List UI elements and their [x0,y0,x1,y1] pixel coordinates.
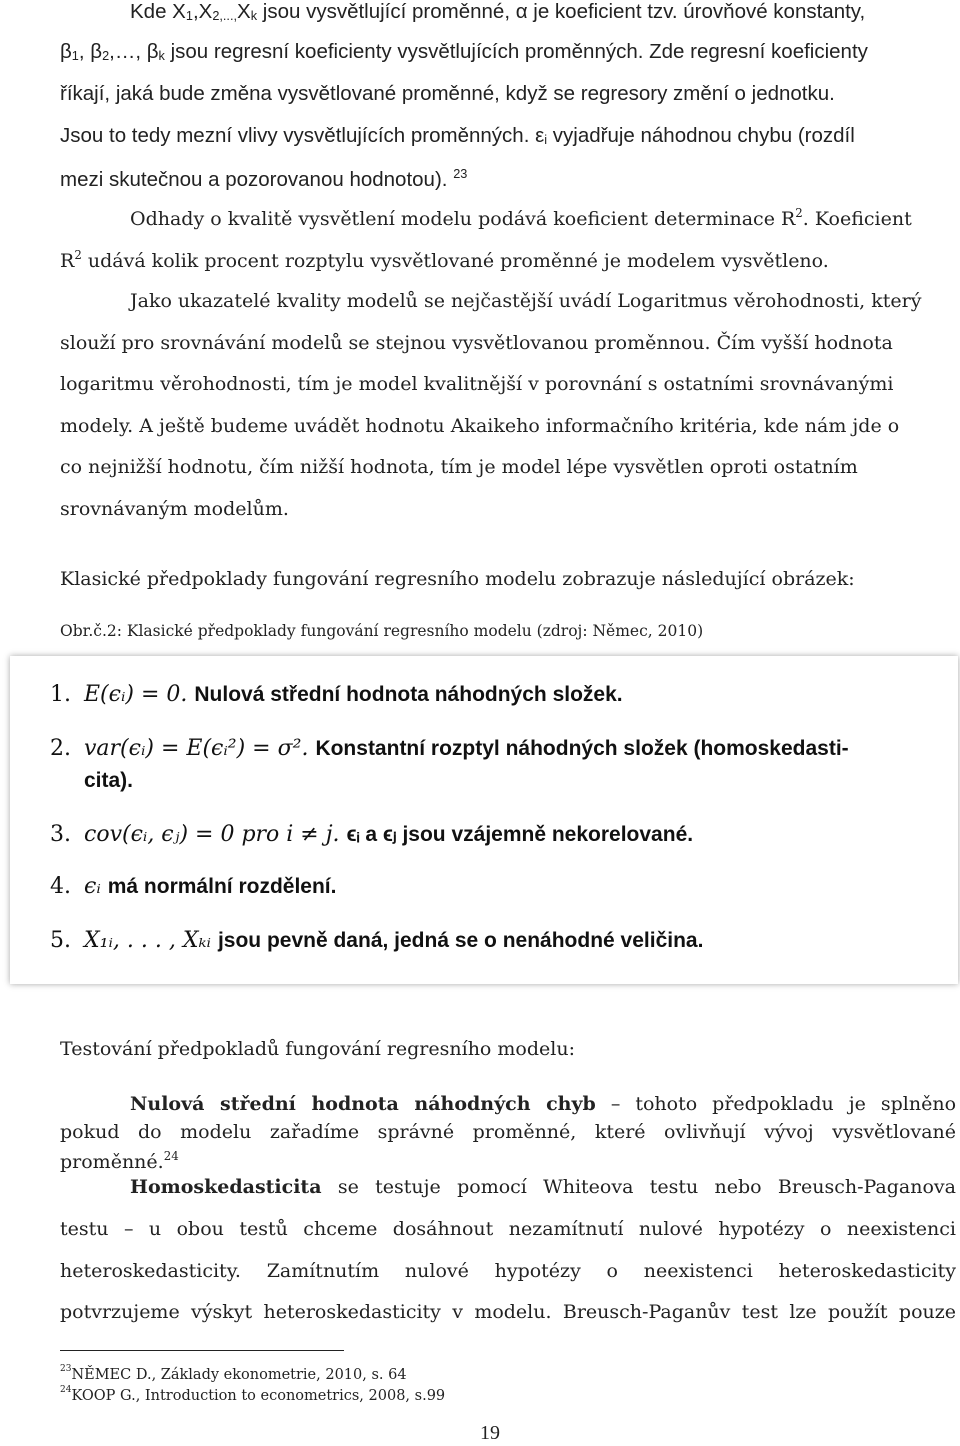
para1-line5: mezi skutečnou a pozorovanou hodnotou). $^{23}$ [60,166,468,191]
para4-line1: Nulová střední hodnota náhodných chyb – tohoto předpokladu je splněno [130,1093,957,1115]
assumptions-figure [10,656,958,984]
para3-line4: modely. A ještě budeme uvádět hodnotu Akaikeho informačního kritéria, kde nám jde o [60,415,900,437]
para5-line3: heteroskedasticity. Zamítnutím nulové hypotézy o neexistenci heteroskedasticity [60,1260,956,1282]
para2-line1: Odhady o kvalitě vysvětlení modelu podává koeficient determinace $R^2$. Koeficient [130,206,912,230]
para3-line5: co nejnižší hodnotu, čím nižší hodnota, tím je model lépe vysvětlen oproti ostatním [60,456,858,478]
section-heading: Testování předpokladů fungování regresního modelu: [60,1038,575,1060]
page-number: 19 [480,1422,500,1444]
footnote-ref-24: 24 [163,1149,179,1163]
para3-line1: Jako ukazatelé kvality modelů se nejčastější uvádí Logaritmus věrohodnosti, který [130,290,922,312]
para4-line3: proměnné.$^{24}$ [60,1149,179,1173]
footnote-separator [60,1350,344,1351]
assumption-5: 5. X₁ᵢ, . . . , Xₖᵢ jsou pevně daná, jedná se o nenáhodné veličina. [50,928,704,953]
para5-line4: potvrzujeme výskyt heteroskedasticity v modelu. Breusch-Paganův test lze použít pouze [60,1301,956,1323]
assumption-4: 4. ϵᵢ má normální rozdělení. [50,874,337,899]
assumption-1: 1. E(ϵᵢ) = 0. Nulová střední hodnota náhodných složek. [50,682,623,707]
para1-line1: Kde $X_1,X_{2,...,}X_k$ jsou vysvětlující proměnné, α je koeficient tzv. úrovňové konstanty, [130,0,866,23]
para3-line2: slouží pro srovnávání modelů se stejnou vysvětlovanou proměnnou. Čím vyšší hodnota [60,332,893,354]
para5-line1: Homoskedasticita se testuje pomocí Whiteova testu nebo Breusch-Paganova [130,1176,956,1198]
para1-line3: říkají, jaká bude změna vysvětlované proměnné, když se regresory změní o jednotku. [60,82,835,105]
para1-line2: $\beta_1$, $\beta_2,\dots$, $\beta_k$ jsou regresní koeficienty vysvětlujících proměnných. Zde regresní koeficienty [60,40,868,63]
figure-intro: Klasické předpoklady fungování regresního modelu zobrazuje následující obrázek: [60,568,855,590]
footnote-ref-23: 23 [453,166,468,181]
para5-line2: testu – u obou testů chceme dosáhnout nezamítnutí nulové hypotézy o neexistenci [60,1218,956,1240]
figure-caption: Obr.č.2: Klasické předpoklady fungování regresního modelu (zdroj: Němec, 2010) [60,622,704,640]
para3-line3: logaritmu věrohodnosti, tím je model kvalitnější v porovnání s ostatními srovnávanými [60,373,894,395]
assumption-2-cont: cita). [84,769,134,792]
assumption-2: 2. var(ϵᵢ) = E(ϵᵢ²) = σ². Konstantní rozptyl náhodných složek (homoskedasti- [50,736,849,761]
para2-line2: $R^2$ udává kolik procent rozptylu vysvětlované proměnné je modelem vysvětleno. [60,248,829,272]
para4-line2: pokud do modelu zařadíme správné proměnné, které ovlivňují vývoj vysvětlované [60,1121,956,1143]
para3-line6: srovnávaným modelům. [60,498,289,520]
footnote-24: $^{24}$KOOP G., Introduction to econometrics, 2008, s.99 [60,1385,446,1404]
assumption-3: 3. cov(ϵᵢ, ϵⱼ) = 0 pro i ≠ j. ϵᵢ a ϵⱼ jsou vzájemně nekorelované. [50,822,694,847]
footnote-23: $^{23}$NĚMEC D., Základy ekonometrie, 2010, s. 64 [60,1364,407,1383]
para1-line4: Jsou to tedy mezní vlivy vysvětlujících proměnných. $\varepsilon_i$ vyjadřuje náhodnou chybu (rozdíl [60,124,855,147]
